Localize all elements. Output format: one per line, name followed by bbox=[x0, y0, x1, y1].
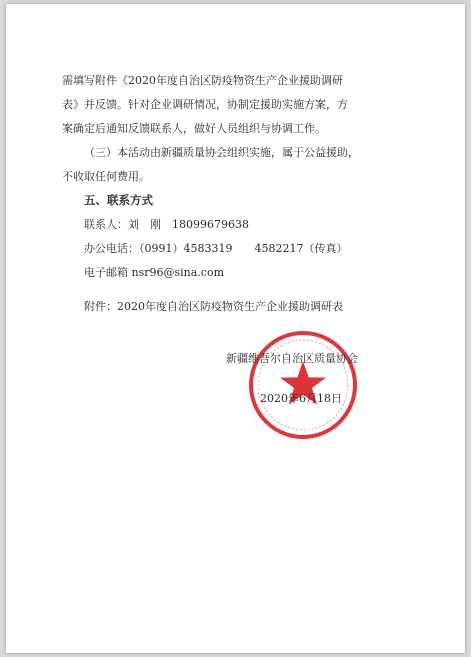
email-address: 电子邮箱 nsr96@sina.com bbox=[84, 266, 224, 279]
issue-date: 2020年6月18日 bbox=[260, 392, 342, 405]
red-star-seal-icon bbox=[247, 329, 359, 441]
section-heading: 五、联系方式 bbox=[84, 193, 153, 207]
paragraph-line: 不收取任何费用。 bbox=[62, 170, 150, 183]
document-page bbox=[6, 4, 465, 653]
paragraph-line: 案确定后通知反馈联系人，做好人员组织与协调工作。 bbox=[62, 122, 326, 135]
paragraph-line: 表》并反馈。针对企业调研情况，协制定援助实施方案，方 bbox=[62, 98, 348, 111]
office-phone: 办公电话：（0991）4583319 4582217（传真） bbox=[84, 242, 348, 255]
paragraph-line: （三）本活动由新疆质量协会组织实施，属于公益援助， bbox=[84, 146, 359, 159]
issuer-name: 新疆维吾尔自治区质量协会 bbox=[226, 352, 358, 365]
paragraph-line: 需填写附件《2020年度自治区防疫物资生产企业援助调研 bbox=[62, 74, 343, 87]
contact-person: 联系人：刘 刚 18099679638 bbox=[84, 218, 249, 231]
attachment-note: 附件：2020年度自治区防疫物资生产企业援助调研表 bbox=[84, 300, 343, 313]
